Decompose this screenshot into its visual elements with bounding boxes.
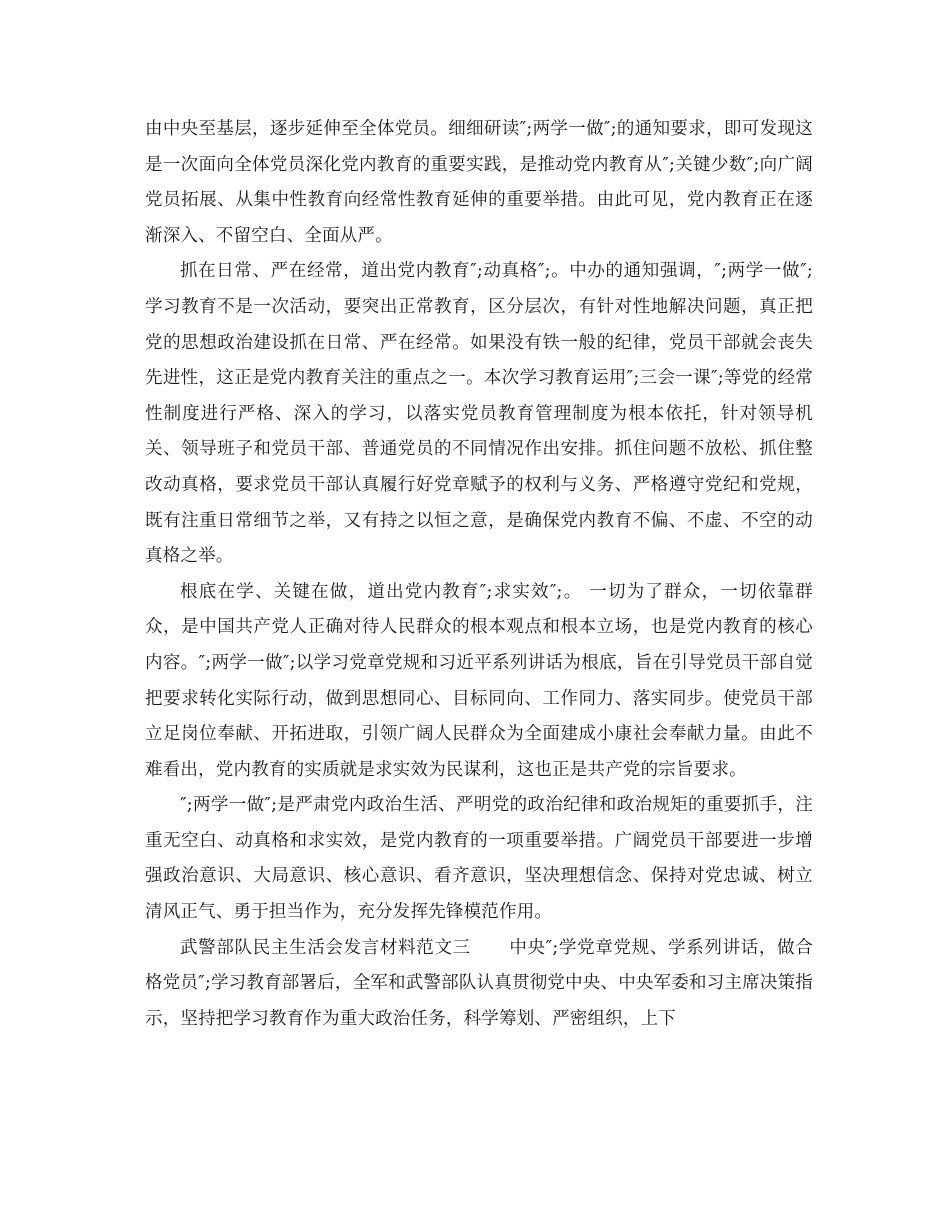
document-body [145,112,813,1037]
section-title: 武警部队民主生活会发言材料范文三 [180,937,471,958]
paragraph-1: 由中央至基层，逐步延伸至全体党员。细细研读″;两学一做″;的通知要求，即可发现这是一次面向全体党员深化党内教育的重要实践，是推动党内教育从″;关键少数″;向广阔党员拓展、从集中性教育向经常性教育延伸的重要举措。由此可见，党内教育正在逐渐深入、不留空白、全面从严。 [145,119,813,246]
paragraph-3: 根底在学、关键在做，道出党内教育″;求实效″;。 一切为了群众，一切依靠群众，是中国共产党人正确对待人民群众的根本观点和根本立场，也是党内教育的核心内容。″;两学一做″;以学习党章党规和习近平系列讲话为根底，旨在引导党员干部自觉把要求转化实际行动，做到思想同心、目标同向、工作同力、落实同步。使党员干部立足岗位奉献、开拓进取，引领广阔人民群众为全面建成小康社会奉献力量。由此不难看出，党内教育的实质就是求实效为民谋利，这也正是共产党的宗旨要求。 [145,581,813,780]
paragraph-5 [145,931,813,1038]
paragraph-4: ″;两学一做″;是严肃党内政治生活、严明党的政治纪律和政治规矩的重要抓手，注重无空白、动真格和求实效，是党内教育的一项重要举措。广阔党员干部要进一步增强政治意识、大局意识、核心意识、看齐意识，坚决理想信念、保持对党忠诚、树立清风正气、勇于担当作为，充分发挥先锋模范作用。 [145,795,813,923]
section-body: 中央″;学党章党规、学系列讲话，做合格党员″;学习教育部署后，全军和武警部队认真贯彻党中央、中央军委和习主席决策指示，坚持把学习教育作为重大政治任务，科学筹划、严密组织，上下 [145,937,813,1029]
paragraph-2: 抓在日常、严在经常，道出党内教育″;动真格″;。中办的通知强调，″;两学一做″;学习教育不是一次活动，要突出正常教育，区分层次，有针对性地解决问题，真正把党的思想政治建设抓在日常、严在经常。如果没有铁一般的纪律，党员干部就会丧失先进性，这正是党内教育关注的重点之一。本次学习教育运用″;三会一课″;等党的经常性制度进行严格、深入的学习，以落实党员教育管理制度为根本依托，针对领导机关、领导班子和党员干部、普通党员的不同情况作出安排。抓住问题不放松、抓住整改动真格，要求党员干部认真履行好党章赋予的权利与义务、严格遵守党纪和党规，既有注重日常细节之举，又有持之以恒之意，是确保党内教育不偏、不虚、不空的动真格之举。 [145,261,813,567]
